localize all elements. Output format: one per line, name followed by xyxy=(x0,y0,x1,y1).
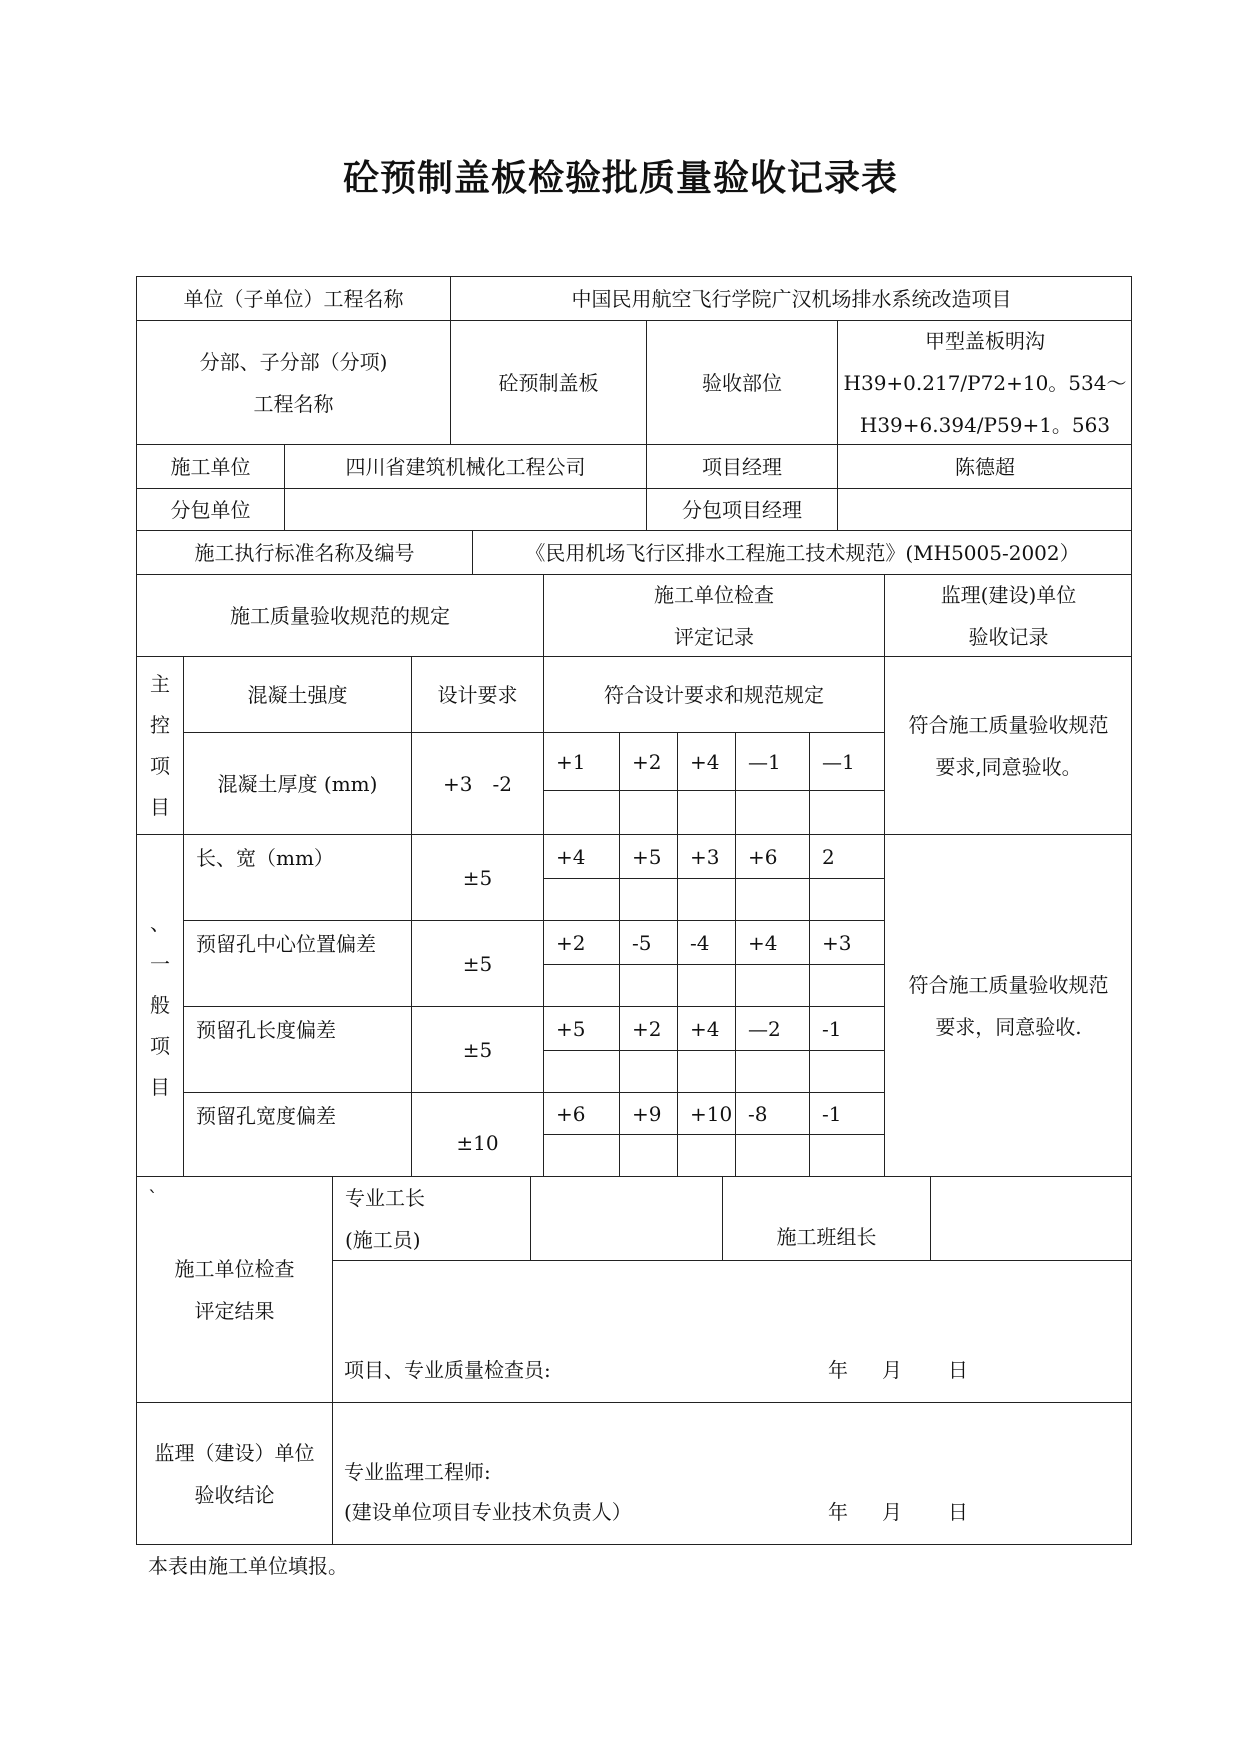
general-blank-cell xyxy=(735,878,809,920)
main-items-label-cell xyxy=(136,656,183,834)
general-blank-cell xyxy=(543,1050,619,1092)
inspector-label: 项目、专业质量检查员: xyxy=(344,1358,551,1382)
check-header-line1: 施工单位检查 xyxy=(654,582,774,607)
thickness-blank-cell xyxy=(735,790,809,834)
project-manager-value: 陈德超 xyxy=(955,454,1015,479)
spec-header-cell xyxy=(136,574,543,656)
general-value: -4 xyxy=(690,930,710,955)
thickness-value-cell xyxy=(677,732,735,790)
general-blank-cell xyxy=(677,1134,735,1176)
supervision-year: 年 xyxy=(828,1500,848,1524)
general-blank-cell xyxy=(809,1134,884,1176)
general-value: 2 xyxy=(822,844,835,869)
sub-project-label-cell xyxy=(136,320,450,444)
supervision-header-cell xyxy=(884,574,1132,656)
subcontractor-value-cell xyxy=(284,488,646,530)
standard-value: 《民用机场飞行区排水工程施工技术规范》(MH5005-2002） xyxy=(525,540,1080,565)
supervision-month: 月 xyxy=(882,1500,902,1524)
general-value: +5 xyxy=(632,844,662,869)
construction-unit-label-cell xyxy=(136,444,284,488)
spec-header: 施工质量验收规范的规定 xyxy=(230,603,450,628)
project-manager-label-cell xyxy=(646,444,837,488)
strength-result: 符合设计要求和规范规定 xyxy=(604,682,824,707)
general-value: +10 xyxy=(690,1101,733,1126)
general-value-cell xyxy=(735,920,809,964)
check-result-label-line2: 评定结果 xyxy=(194,1298,275,1323)
general-blank-cell xyxy=(677,878,735,920)
thickness-blank-cell xyxy=(809,790,884,834)
general-value-cell xyxy=(809,1006,884,1050)
general-row-label-cell xyxy=(183,1006,411,1092)
page-title: 砼预制盖板检验批质量验收记录表 xyxy=(342,158,898,199)
general-value: +4 xyxy=(748,930,778,955)
owner-label: (建设单位项目专业技术负责人） xyxy=(344,1500,632,1524)
thickness-requirement-cell xyxy=(411,732,543,834)
general-row-requirement-cell xyxy=(411,1092,543,1176)
sub-manager-value-cell xyxy=(837,488,1132,530)
general-value-cell xyxy=(543,920,619,964)
general-blank-cell xyxy=(619,878,677,920)
general-items-label-char: 项 xyxy=(150,1034,170,1058)
thickness-label: 混凝土厚度 (mm) xyxy=(217,771,378,796)
unit-project-label: 单位（子单位）工程名称 xyxy=(183,286,404,311)
general-row-label: 长、宽（mm） xyxy=(196,846,334,870)
acceptance-part-value-line1: 甲型盖板明沟 xyxy=(925,328,1045,353)
general-conclusion-line1: 符合施工质量验收规范 xyxy=(908,972,1109,997)
general-value: +6 xyxy=(556,1101,586,1126)
general-items-label-char: 目 xyxy=(150,1075,170,1099)
main-items-label-char: 目 xyxy=(150,794,170,819)
check-result-month: 月 xyxy=(882,1358,902,1382)
unit-project-value-cell xyxy=(450,276,1132,320)
general-row-label: 预留孔宽度偏差 xyxy=(196,1104,336,1128)
general-value-cell xyxy=(809,920,884,964)
thickness-value: —1 xyxy=(748,749,781,774)
general-value: -8 xyxy=(748,1101,768,1126)
foreman-label-line2: (施工员) xyxy=(345,1228,421,1252)
thickness-blank-cell xyxy=(677,790,735,834)
general-row-label-cell xyxy=(183,1092,411,1176)
general-value-cell xyxy=(809,834,884,878)
general-blank-cell xyxy=(543,1134,619,1176)
strength-label: 混凝土强度 xyxy=(247,682,348,707)
subcontractor-label: 分包单位 xyxy=(170,497,251,522)
general-blank-cell xyxy=(809,1050,884,1092)
general-value: +3 xyxy=(822,930,852,955)
team-leader-label: 施工班组长 xyxy=(776,1225,877,1249)
general-blank-cell xyxy=(619,1050,677,1092)
construction-unit-value: 四川省建筑机械化工程公司 xyxy=(345,454,586,479)
general-value-cell xyxy=(677,920,735,964)
thickness-requirement: +3 -2 xyxy=(443,771,512,796)
strength-requirement: 设计要求 xyxy=(437,682,518,707)
general-blank-cell xyxy=(619,964,677,1006)
construction-unit-label: 施工单位 xyxy=(170,454,251,479)
general-value: +2 xyxy=(556,930,586,955)
general-value: +4 xyxy=(690,1016,720,1041)
supervision-result-label-cell xyxy=(136,1402,332,1545)
general-value-cell xyxy=(543,1092,619,1134)
general-blank-cell xyxy=(735,1050,809,1092)
standard-label: 施工执行标准名称及编号 xyxy=(194,540,415,565)
supervision-day: 日 xyxy=(948,1500,968,1524)
project-manager-label: 项目经理 xyxy=(702,454,782,479)
check-result-year: 年 xyxy=(828,1358,848,1382)
general-row-label: 预留孔中心位置偏差 xyxy=(196,932,376,956)
general-value-cell xyxy=(543,834,619,878)
thickness-value: —1 xyxy=(822,749,855,774)
general-row-requirement: ±10 xyxy=(456,1130,499,1155)
foreman-value-cell xyxy=(530,1176,722,1260)
general-blank-cell xyxy=(543,964,619,1006)
sub-manager-label: 分包项目经理 xyxy=(682,497,802,522)
thickness-value-cell xyxy=(809,732,884,790)
sub-project-label-line2: 工程名称 xyxy=(253,391,334,416)
general-conclusion-cell xyxy=(884,834,1132,1176)
check-result-day: 日 xyxy=(948,1358,968,1382)
general-value-cell xyxy=(619,1092,677,1134)
general-items-label-char: 般 xyxy=(150,993,170,1017)
supervision-header-line1: 监理(建设)单位 xyxy=(940,582,1077,607)
general-row-requirement: ±5 xyxy=(462,1037,493,1062)
check-result-label-line1: 施工单位检查 xyxy=(174,1256,295,1281)
general-row-requirement: ±5 xyxy=(462,865,493,890)
acceptance-part-value-line3: H39+6.394/P59+1。563 xyxy=(859,412,1111,437)
general-blank-cell xyxy=(735,964,809,1006)
standard-label-cell xyxy=(136,530,472,574)
standard-value-cell xyxy=(472,530,1132,574)
sub-project-value-cell xyxy=(450,320,646,444)
unit-project-value: 中国民用航空飞行学院广汉机场排水系统改造项目 xyxy=(571,286,1012,311)
strength-requirement-cell xyxy=(411,656,543,732)
main-items-label-char: 项 xyxy=(150,753,170,778)
thickness-value: +4 xyxy=(690,749,720,774)
strength-result-cell xyxy=(543,656,884,732)
strength-label-cell xyxy=(183,656,411,732)
general-blank-cell xyxy=(809,964,884,1006)
check-header-cell xyxy=(543,574,884,656)
general-value: -1 xyxy=(822,1016,842,1041)
general-value-cell xyxy=(677,834,735,878)
general-row-requirement-cell xyxy=(411,1006,543,1092)
general-value: +5 xyxy=(556,1016,586,1041)
team-leader-label-cell xyxy=(722,1176,930,1260)
check-header-line2: 评定记录 xyxy=(674,624,754,649)
project-manager-value-cell xyxy=(837,444,1132,488)
footer-note: 本表由施工单位填报。 xyxy=(148,1554,348,1578)
general-row-requirement: ±5 xyxy=(462,951,493,976)
foreman-label-cell xyxy=(332,1176,530,1260)
sub-project-value: 砼预制盖板 xyxy=(498,370,599,395)
supervision-result-label-line1: 监理（建设）单位 xyxy=(154,1441,315,1465)
general-value: +9 xyxy=(632,1101,662,1126)
general-row-requirement-cell xyxy=(411,834,543,920)
subcontractor-label-cell xyxy=(136,488,284,530)
acceptance-part-label-cell xyxy=(646,320,837,444)
check-result-label-cell xyxy=(136,1176,332,1402)
general-value-cell xyxy=(543,1006,619,1050)
general-blank-cell xyxy=(677,964,735,1006)
construction-unit-value-cell xyxy=(284,444,646,488)
general-value-cell xyxy=(677,1006,735,1050)
main-conclusion-line2: 要求,同意验收。 xyxy=(935,754,1082,779)
general-value-cell xyxy=(619,920,677,964)
general-value: -5 xyxy=(632,930,652,955)
sub-project-label-line1: 分部、子分部（分项) xyxy=(199,349,388,374)
check-result-mark: ` xyxy=(148,1186,158,1210)
general-items-label-cell xyxy=(136,834,183,1176)
foreman-label-line1: 专业工长 xyxy=(345,1186,425,1210)
general-value-cell xyxy=(677,1092,735,1134)
thickness-value-cell xyxy=(543,732,619,790)
sub-manager-label-cell xyxy=(646,488,837,530)
thickness-value: +1 xyxy=(556,749,586,774)
engineer-label: 专业监理工程师: xyxy=(344,1460,491,1484)
general-blank-cell xyxy=(619,1134,677,1176)
team-leader-value-cell xyxy=(930,1176,1132,1260)
general-value: +2 xyxy=(632,1016,662,1041)
general-row-label-cell xyxy=(183,920,411,1006)
acceptance-part-label: 验收部位 xyxy=(702,370,782,395)
general-blank-cell xyxy=(543,878,619,920)
general-row-label: 预留孔长度偏差 xyxy=(196,1018,336,1042)
general-value: +4 xyxy=(556,844,586,869)
main-conclusion-cell xyxy=(884,656,1132,834)
general-value-cell xyxy=(619,834,677,878)
thickness-blank-cell xyxy=(619,790,677,834)
general-value-cell xyxy=(735,1006,809,1050)
acceptance-part-value-line2: H39+0.217/P72+10。534～ xyxy=(843,370,1127,395)
main-items-label-char: 控 xyxy=(150,712,170,737)
thickness-label-cell xyxy=(183,732,411,834)
thickness-value-cell xyxy=(619,732,677,790)
general-value-cell xyxy=(735,834,809,878)
supervision-result-label-line2: 验收结论 xyxy=(194,1483,275,1507)
main-conclusion-line1: 符合施工质量验收规范 xyxy=(908,712,1109,737)
main-items-label-char: 主 xyxy=(150,671,170,696)
general-value: +3 xyxy=(690,844,720,869)
general-value-cell xyxy=(735,1092,809,1134)
general-conclusion-line2: 要求，同意验收. xyxy=(935,1014,1082,1039)
unit-project-label-cell xyxy=(136,276,450,320)
general-value: —2 xyxy=(748,1016,781,1041)
general-value-cell xyxy=(809,1092,884,1134)
thickness-blank-cell xyxy=(543,790,619,834)
general-value-cell xyxy=(619,1006,677,1050)
general-items-label-char: 一 xyxy=(150,952,170,976)
general-row-requirement-cell xyxy=(411,920,543,1006)
general-row-label-cell xyxy=(183,834,411,920)
supervision-header-line2: 验收记录 xyxy=(968,624,1049,649)
general-items-label-char: 、 xyxy=(150,911,170,935)
general-blank-cell xyxy=(735,1134,809,1176)
acceptance-part-value-cell xyxy=(837,320,1132,444)
thickness-value: +2 xyxy=(632,749,662,774)
general-blank-cell xyxy=(677,1050,735,1092)
general-value: -1 xyxy=(822,1101,842,1126)
general-blank-cell xyxy=(809,878,884,920)
thickness-value-cell xyxy=(735,732,809,790)
general-value: +6 xyxy=(748,844,778,869)
